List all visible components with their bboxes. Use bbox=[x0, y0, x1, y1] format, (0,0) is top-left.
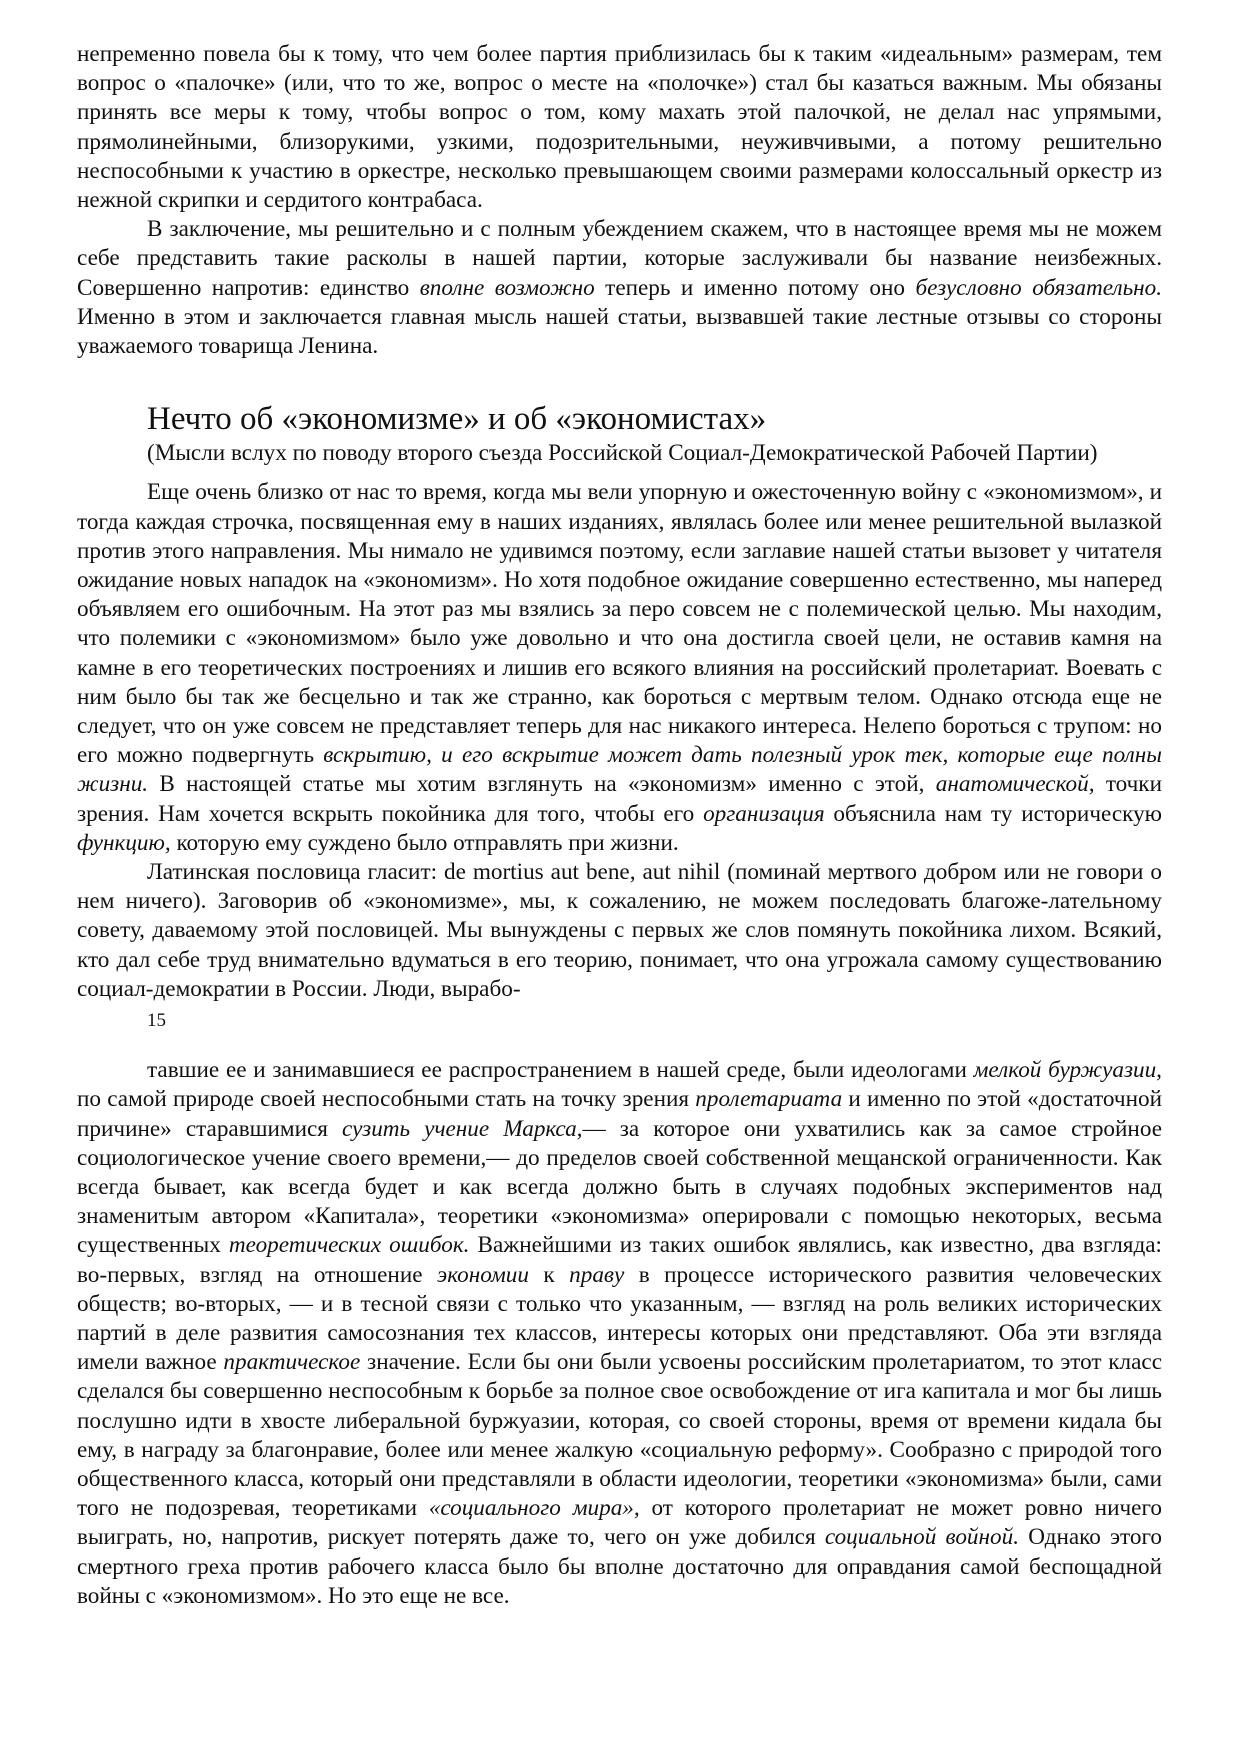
paragraph-1 bbox=[77, 478, 1162, 858]
italic-run: функцию, bbox=[77, 829, 171, 856]
paragraph-2 bbox=[77, 858, 1162, 1004]
italic-run: пролетариата bbox=[695, 1086, 843, 1113]
section-body bbox=[77, 478, 1162, 1611]
text-run: и именно по этой «достаточной причине» старавшимися bbox=[77, 1086, 1162, 1142]
italic-run: «социального мира», bbox=[428, 1495, 640, 1522]
text-run: — за которое они ухватились как за самое стройное социологическое учение своего времени,— до пределов своей собственной мещанской ограниченности. Как всегда бывает, как всегда будет и как всегда должно быть в случаях подобных экспериментов над знаменитым автором «Капитала», теоретики «экономизма» оперировали с помощью некоторых, весьма существенных bbox=[77, 1115, 1162, 1259]
text-run: объяснила нам ту историческую bbox=[824, 800, 1162, 827]
italic-run: организация bbox=[703, 800, 825, 827]
text-run: Латинская пословица гласит: de mortius aut bene, aut nihil (поминай мертвого добром или не говори о нем ничего). Заговорив об «экономизме», мы, к сожалению, не можем последовать благоже-лательному совету, даваемому этой пословицей. Мы вынуждены с первых же слов помянуть покойника лихом. Всякий, кто дал себе труд внимательно вдуматься в его теорию, понимает, что она угрожала самому существованию социал-демократии в России. Люди, вырабо- bbox=[77, 859, 1162, 1002]
text-run: к bbox=[528, 1261, 570, 1288]
page-break bbox=[77, 1034, 1162, 1056]
text-run: Важнейшими из таких ошибок являлись, как известно, два взгляда: во-первых, взгляд на отношение bbox=[77, 1232, 1162, 1288]
italic-run: праву bbox=[569, 1261, 625, 1288]
section-subtitle: (Мысли вслух по поводу второго съезда Российской Социал-Демократической Рабочей Партии) bbox=[147, 440, 1098, 467]
text-run: в процессе исторического развития человеческих обществ; во-вторых, — и в тесной связи с только что указанным, — взгляд на роль великих исторических партий в деле развития самосознания тех классов, интересы которых они представляют. Оба эти взгляда имели важное bbox=[77, 1261, 1162, 1376]
italic-run: сузить учение Маркса, bbox=[342, 1115, 583, 1142]
italic-run: социальной войной. bbox=[824, 1524, 1019, 1551]
italic-run: практическое bbox=[223, 1349, 361, 1376]
text-run: тавшие ее и занимавшиеся ее распространением в нашей среде, были идеологами bbox=[147, 1057, 974, 1084]
text-run: точки зрения. Нам хочется вскрыть покойника для того, чтобы его bbox=[77, 771, 1162, 827]
italic-run: теоретических ошибок. bbox=[228, 1232, 470, 1259]
text-run: значение. Если бы они были усвоены российским пролетариатом, то этот класс сделался бы совершенно неспособным к борьбе за полное свое освобождение от ига капитала и мог бы лишь послушно идти в хвосте либеральной буржуазии, которая, со своей стороны, время от времени кидала бы ему, в награду за благонравие, более или менее жалкую «социальную реформу». Сообразно с природой того общественного класса, который они представляли в области идеологии, теоретики «экономизма» были, сами того не подозревая, теоретиками bbox=[77, 1349, 1162, 1522]
section-title: Нечто об «экономизме» и об «экономистах» bbox=[147, 401, 767, 438]
text-run: от которого пролетариат не может ровно ничего выиграть, но, напротив, рискует потерять даже то, чего он уже добился bbox=[77, 1495, 1162, 1551]
italic-run: безусловно обязательно. bbox=[915, 274, 1163, 301]
italic-run: вскрытию, и его вскрытие может дать полезный урок тек, которые еще полны жизни. bbox=[77, 742, 1162, 798]
paragraph-3 bbox=[77, 1056, 1162, 1611]
paragraph-continuation bbox=[77, 40, 1162, 215]
text-run: непременно повела бы к тому, что чем более партия приблизилась бы к таким «идеальным» размерам, тем вопрос о «палочке» (или, что то же, вопрос о месте на «полочке») стал бы казаться важным. Мы обязаны принять все меры к тому, чтобы вопрос о том, кому махать этой палочкой, не делал нас упрямыми, прямолинейными, близорукими, узкими, подозрительными, неуживчивыми, а потому решительно неспособными к участию в оркестре, несколько превышающем своими размерами колоссальный оркестр из нежной скрипки и сердитого контрабаса. bbox=[77, 41, 1162, 214]
text-run: которую ему суждено было отправлять при жизни. bbox=[170, 829, 679, 856]
text-run: В настоящей статье мы хотим взглянуть на «экономизм» именно с этой, bbox=[148, 771, 936, 798]
paragraph-conclusion bbox=[77, 215, 1162, 361]
text-run: Однако этого смертного греха против рабочего класса было бы вполне достаточно для оправдания самой беспощадной войны с «экономизмом». Но это еще не все. bbox=[77, 1524, 1162, 1609]
page-content bbox=[77, 40, 1162, 1611]
text-run: В заключение, мы решительно и с полным убеждением скажем, что в настоящее время мы не можем себе представить такие расколы в нашей партии, которые заслуживали бы название неизбежных. Совершенно напротив: единство bbox=[77, 216, 1162, 301]
text-run: Именно в этом и заключается главная мысль нашей статьи, вызвавшей такие лестные отзывы со стороны уважаемого товарища Ленина. bbox=[77, 303, 1162, 360]
text-run: Еще очень близко от нас то время, когда мы вели упорную и ожесточенную войну с «экономизмом», и тогда каждая строчка, посвященная ему в наших изданиях, являлась более или менее решительной вылазкой против этого направления. Мы нимало не удивимся поэтому, если заглавие нашей статьи вызовет у читателя ожидание новых нападок на «экономизм». Но хотя подобное ожидание совершенно естественно, мы наперед объявляем его ошибочным. На этот раз мы взялись за перо совсем не с полемической целью. Мы находим, что полемики с «экономизмом» было уже довольно и что она достигла своей цели, не оставив камня на камне в его теоретических построениях и лишив его всякого влияния на российский пролетариат. Воевать с ним было бы так же бесцельно и так же странно, как бороться с мертвым телом. Однако отсюда еще не следует, что он уже совсем не представляет теперь для нас никакого интереса. Нелепо бороться с трупом: но его можно подвергнуть bbox=[77, 479, 1162, 769]
text-run: по самой природе своей неспособными стать на точку зрения bbox=[77, 1086, 696, 1113]
page-number: 15 bbox=[147, 1010, 166, 1032]
italic-run: экономии bbox=[436, 1261, 529, 1288]
italic-run: вполне возможно bbox=[419, 274, 595, 301]
italic-run: анатомической, bbox=[935, 771, 1095, 798]
italic-run: мелкой буржуазии, bbox=[973, 1057, 1162, 1084]
text-run: теперь и именно потому оно bbox=[594, 274, 916, 301]
